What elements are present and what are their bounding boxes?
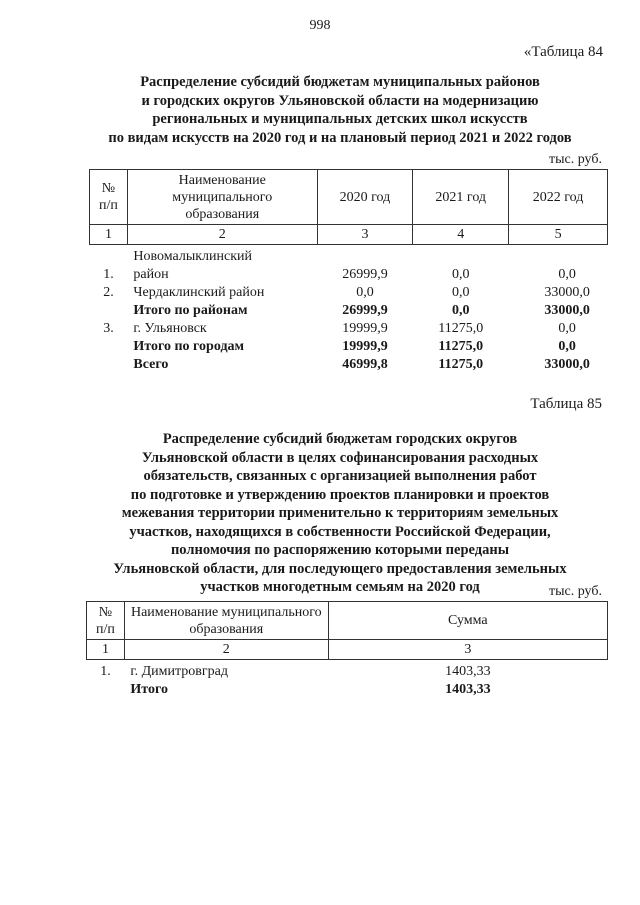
index-cell: 2 (124, 640, 328, 660)
header-text: образования (185, 206, 260, 222)
index-cell: 1 (87, 640, 125, 660)
row-number (87, 681, 125, 699)
table-84-title-line: региональных и муниципальных детских школ искусств (152, 111, 528, 127)
table-85-units: тыс. руб. (549, 584, 602, 599)
row-name: Итого по районам (133, 303, 248, 318)
table-row (87, 660, 608, 682)
value-2021: 0,0 (451, 285, 470, 300)
table-85-title-line: по подготовке и утверждению проектов планировки и проектов (130, 486, 550, 503)
column-header-2021: 2021 год (413, 170, 509, 225)
table-row-total (87, 681, 608, 699)
header-text: Наименование (178, 172, 266, 188)
table-84-title-line: по видам искусств на 2020 год и на плановый период 2021 и 2022 годов (108, 129, 572, 146)
index-cell: 2 (127, 225, 317, 245)
index-cell: 5 (509, 225, 608, 245)
table-row (90, 320, 608, 338)
header-text: п/п (99, 198, 118, 213)
value-2020: 0,0 (356, 285, 374, 300)
table-84-title-line: Распределение субсидий бюджетам муниципальных районов (140, 74, 540, 90)
row-name: г. Ульяновск (133, 321, 207, 336)
value-2022: 33000,0 (544, 303, 590, 318)
row-number: 2. (103, 285, 114, 300)
row-number: 1. (103, 267, 114, 282)
header-text: муниципального (172, 189, 273, 205)
column-header-sum: Сумма (328, 602, 607, 640)
table-84-index-row (90, 225, 608, 245)
table-85-title (60, 430, 620, 597)
row-name: Чердаклинский район (133, 285, 265, 300)
value-2021: 0,0 (451, 303, 470, 318)
row-number (90, 356, 128, 374)
table-row-total (90, 356, 608, 374)
value-2021: 11275,0 (438, 357, 484, 372)
value-2022: 33000,0 (544, 357, 590, 372)
value-2020: 26999,9 (342, 303, 388, 318)
value-2022: 33000,0 (544, 285, 590, 300)
page-number: 998 (309, 18, 331, 33)
value-2020: 19999,9 (342, 321, 388, 336)
row-name: Всего (133, 357, 169, 372)
table-84-title-line: и городских округов Ульяновской области на модернизацию (141, 92, 539, 109)
table-84-header-row (90, 170, 608, 225)
row-number: 1. (100, 664, 111, 679)
index-cell: 3 (317, 225, 413, 245)
table-85-header-row (87, 602, 608, 640)
header-text: № (101, 181, 116, 196)
value-2020: 26999,9 (342, 267, 388, 282)
table-row (90, 284, 608, 302)
row-sum: 1403,33 (445, 664, 491, 679)
row-name-line: район (133, 267, 169, 282)
row-number: 3. (103, 321, 114, 336)
header-text: № (98, 604, 113, 620)
row-name (127, 245, 317, 285)
row-name: г. Димитровград (130, 664, 228, 679)
table-85-title-line: Ульяновской области, для последующего предоставления земельных (113, 560, 567, 577)
table-85-title-line: полномочия по распоряжению которыми переданы (170, 542, 510, 558)
row-name-line: Новомалыклинский (133, 249, 253, 264)
column-header-2020: 2020 год (317, 170, 413, 225)
table-85-title-line: Ульяновской области в целях софинансирования расходных (141, 449, 539, 466)
header-text: образования (189, 621, 264, 637)
table-row-subtotal (90, 302, 608, 320)
table-85 (86, 601, 608, 699)
header-text: п/п (96, 621, 115, 637)
table-84-caption: «Таблица 84 (523, 44, 603, 60)
index-cell: 1 (90, 225, 128, 245)
table-84-title (60, 73, 620, 147)
value-2022: 0,0 (558, 267, 576, 282)
column-header-name (127, 170, 317, 225)
value-2020: 46999,8 (342, 357, 388, 372)
table-84 (89, 169, 608, 374)
table-row-subtotal (90, 338, 608, 356)
table-85-caption: Таблица 85 (530, 396, 602, 412)
row-number (90, 338, 128, 356)
index-cell: 3 (328, 640, 607, 660)
table-85-index-row (87, 640, 608, 660)
value-2020: 19999,9 (342, 339, 388, 354)
row-sum: 1403,33 (445, 682, 491, 697)
table-85-title-line: межевания территории применительно к территориям земельных (121, 505, 559, 521)
table-row (90, 245, 608, 285)
value-2021: 0,0 (451, 267, 470, 282)
column-header-2022: 2022 год (509, 170, 608, 225)
table-85-title-line: Распределение субсидий бюджетам городских округов (162, 431, 518, 447)
row-name: Итого по городам (133, 339, 245, 354)
index-cell: 4 (413, 225, 509, 245)
table-85-title-line: участков многодетным семьям на 2020 год (200, 579, 480, 595)
table-85-title-line: участков, находящихся в собственности Российской Федерации, (129, 523, 551, 540)
table-84-units: тыс. руб. (549, 152, 602, 167)
row-number (90, 302, 128, 320)
value-2021: 11275,0 (438, 321, 484, 336)
header-text: Наименование муниципального (130, 604, 322, 620)
table-85-title-line: обязательств, связанных с организацией выполнения работ (143, 468, 537, 484)
row-name: Итого (130, 682, 169, 697)
column-header-number (87, 602, 125, 640)
column-header-number (90, 170, 128, 225)
value-2022: 0,0 (558, 321, 576, 336)
value-2021: 11275,0 (438, 339, 484, 354)
column-header-name (124, 602, 328, 640)
value-2022: 0,0 (558, 339, 576, 354)
